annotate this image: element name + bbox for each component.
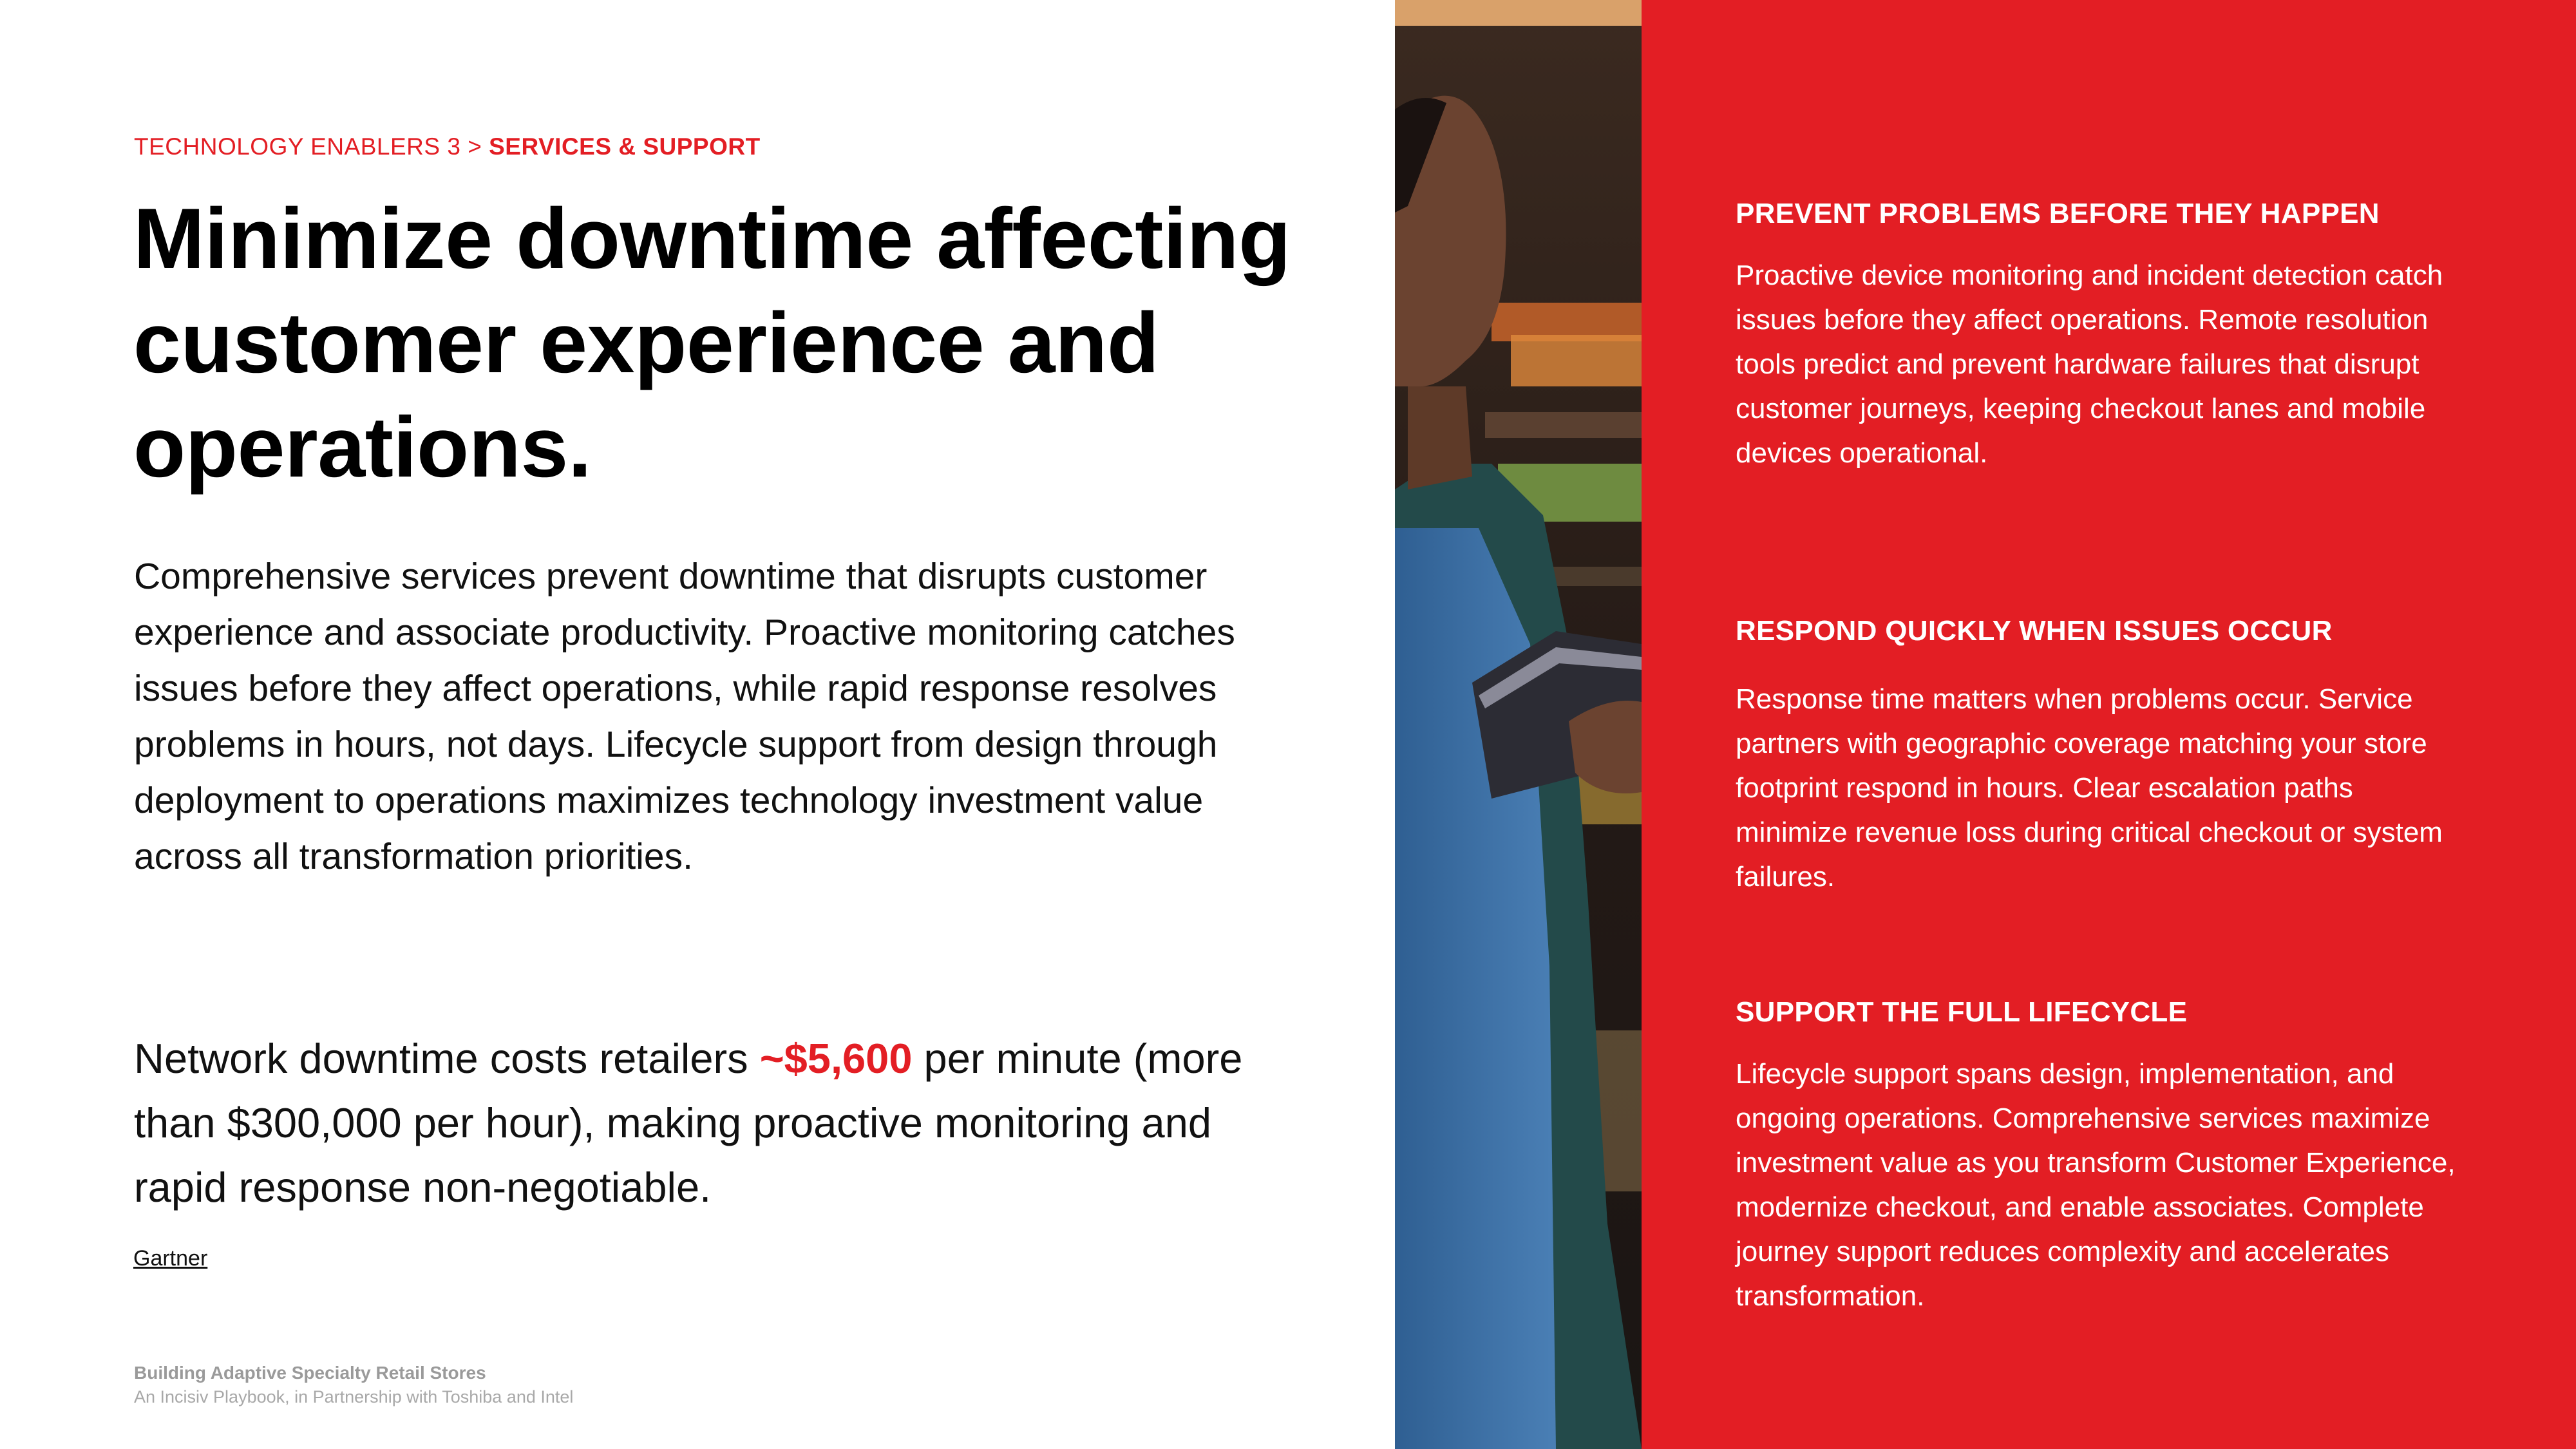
intro-paragraph: Comprehensive services prevent downtime that disrupts customer experience and associate productivity. Proactive monitoring catches issues before they affect operations, while rapid response resolves problems in hours, not days. Lifecycle support from design through deployment to operations maximizes technology investment value across all transformation priorities. (134, 556, 1235, 877)
info-block-title: RESPOND QUICKLY WHEN ISSUES OCCUR (1736, 615, 2333, 647)
stat-text-before: Network downtime costs retailers (134, 1035, 748, 1082)
info-block-title: PREVENT PROBLEMS BEFORE THEY HAPPEN (1736, 198, 2380, 229)
info-block-body: Proactive device monitoring and incident detection catch issues before they affect operations. Remote resolution tools predict and prevent hardware failures that disrupt customer journeys, keeping checkout lanes and mobile devices operational. (1736, 260, 2443, 469)
source-link[interactable]: Gartner (133, 1246, 208, 1271)
info-block-body: Lifecycle support spans design, implementation, and ongoing operations. Comprehensive services maximize investment value as you transform Customer Experience, modernize checkout, and enable associates. Complete journey support reduces complexity and accelerates transformation. (1736, 1058, 2456, 1312)
stat-text-after: per minute (more than $300,000 per hour), making proactive monitoring and rapid response non-negotiable. (134, 1035, 1243, 1211)
associate-photo-illustration (1395, 0, 1642, 1449)
footer-title: Building Adaptive Specialty Retail Stores (134, 1363, 486, 1383)
info-block-title: SUPPORT THE FULL LIFECYCLE (1736, 996, 2188, 1028)
stat-highlight: ~$5,600 (759, 1035, 913, 1082)
info-block-body: Response time matters when problems occur. Service partners with geographic coverage matching your store footprint respond in hours. Clear escalation paths minimize revenue loss during critical checkout or system failures. (1736, 683, 2443, 893)
info-block-prevent (1736, 198, 2457, 475)
stat-callout (134, 1027, 1280, 1220)
associate-photo (1395, 0, 1642, 1449)
footer-subtitle: An Incisiv Playbook, in Partnership with Toshiba and Intel (134, 1387, 574, 1406)
page-title: Minimize downtime affecting customer experience and operations. (133, 191, 1291, 495)
info-block-lifecycle (1736, 996, 2457, 1318)
breadcrumb (134, 133, 761, 160)
breadcrumb-separator: > (468, 133, 482, 160)
info-panel (1642, 0, 2576, 1449)
info-block-respond (1736, 615, 2457, 899)
breadcrumb-section: TECHNOLOGY ENABLERS 3 (134, 133, 461, 160)
breadcrumb-current: SERVICES & SUPPORT (489, 133, 761, 160)
